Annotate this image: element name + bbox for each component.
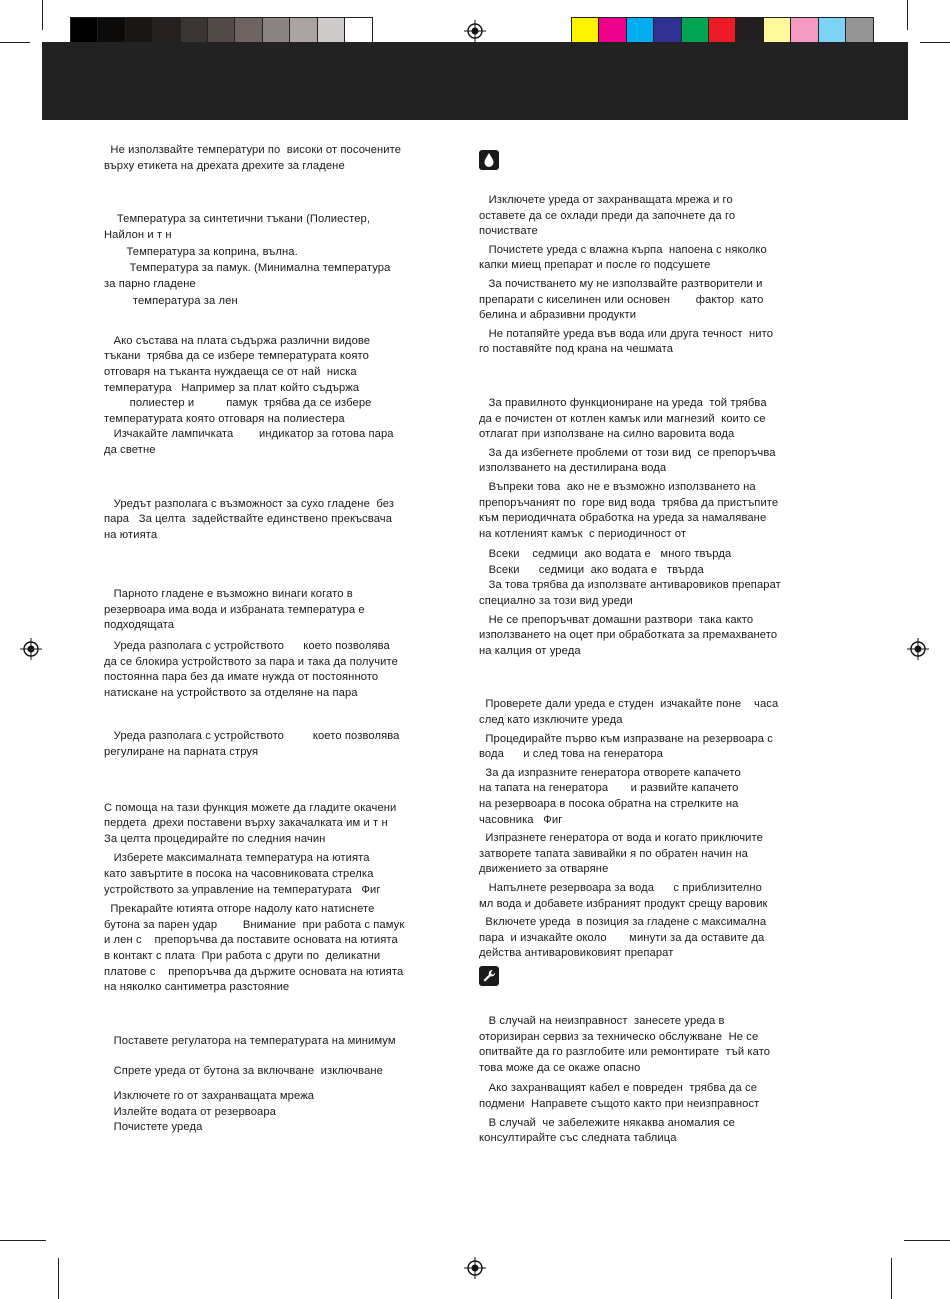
paragraph bbox=[104, 1105, 404, 1121]
text-line: Изключете го от захранващата мрежа bbox=[104, 1089, 315, 1102]
text-line: отговаря на тъканта нуждаеща се от най ниска bbox=[104, 365, 357, 378]
text-line: специално за този вид уреди bbox=[479, 595, 633, 608]
text-line: препарати с киселинен или основен фактор като bbox=[479, 293, 764, 306]
paragraph bbox=[104, 427, 404, 458]
text-line: Напълнете резервоара за вода с приблизително bbox=[479, 881, 762, 894]
text-line: Излейте водата от резервоара bbox=[104, 1105, 276, 1118]
paragraph bbox=[479, 578, 781, 609]
paragraph bbox=[479, 193, 781, 240]
text-line: Не се препоръчват домашни разтвори така както bbox=[479, 613, 754, 626]
text-line: използването на оцет при обработката за премахването bbox=[479, 629, 778, 642]
text-line: го поставяйте под крана на чешмата bbox=[479, 343, 674, 356]
text-line: За да изпразните генератора отворете капачето bbox=[479, 766, 741, 779]
text-line: Температура за коприна, вълна. bbox=[104, 246, 298, 259]
text-line: Температура за памук. (Минимална температура bbox=[104, 261, 391, 274]
paragraph bbox=[479, 732, 781, 763]
text-line: опитвайте да го разглобите или ремонтирате тъй като bbox=[479, 1046, 771, 1059]
text-line: белина и абразивни продукти bbox=[479, 309, 637, 322]
water-drop-icon bbox=[479, 150, 499, 170]
text-line: Парното гладене е възможно винаги когато в bbox=[104, 588, 353, 601]
crop-mark bbox=[891, 1258, 892, 1299]
paragraph bbox=[479, 480, 781, 542]
text-line: часовника Фиг bbox=[479, 813, 563, 826]
text-line: оторизиран сервиз за техническо обслужване Не се bbox=[479, 1030, 759, 1043]
paragraph bbox=[104, 1034, 404, 1050]
paragraph bbox=[104, 851, 404, 898]
text-line: температура за лен bbox=[104, 295, 238, 308]
text-line: Ако захранващият кабел е повреден трябва да се bbox=[479, 1082, 758, 1095]
text-line: бутона за парен удар Внимание при работа с памук bbox=[104, 918, 405, 931]
text-line: За това трябва да използвате антиваровиков препарат bbox=[479, 579, 781, 592]
text-line: пара и изчакайте около минути за да оставите да bbox=[479, 931, 765, 944]
text-line: За правилното функциониране на уреда той трябва bbox=[479, 396, 767, 409]
text-line: да е почистен от котлен камък или магнезий които се bbox=[479, 412, 766, 425]
paragraph bbox=[479, 1081, 781, 1112]
paragraph bbox=[104, 245, 404, 261]
text-line: Почистете уреда с влажна кърпа напоена с няколко bbox=[479, 243, 767, 256]
text-line: след като изключите уреда bbox=[479, 714, 623, 727]
text-line: използването на дестилирана вода bbox=[479, 462, 667, 475]
text-line: В случай на неизправност занесете уреда в bbox=[479, 1014, 725, 1027]
registration-mark-right-icon bbox=[907, 638, 929, 660]
text-line: вода и след това на генератора bbox=[479, 748, 663, 761]
paragraph bbox=[479, 396, 781, 443]
header-band bbox=[42, 42, 908, 120]
text-line: в контакт с плата При работа с други по деликатни bbox=[104, 949, 381, 962]
text-line: Включете уреда в позиция за гладене с максимална bbox=[479, 916, 767, 929]
text-line: Спрете уреда от бутона за включване изключване bbox=[104, 1065, 383, 1078]
crop-mark bbox=[0, 42, 30, 43]
text-line: отлагат при използване на силно варовита вода bbox=[479, 428, 735, 441]
text-line: пердета дрехи поставени върху закачалката им и т н bbox=[104, 817, 388, 830]
text-line: на калция от уреда bbox=[479, 644, 581, 657]
text-line: Изчакайте лампичката индикатор за готова пара bbox=[104, 428, 394, 441]
text-line: подходящата bbox=[104, 619, 175, 632]
text-line: действа антиваровиковият препарат bbox=[479, 947, 674, 960]
text-line: за парно гладене bbox=[104, 277, 196, 290]
text-line: За почистването му не използвайте разтворители и bbox=[479, 277, 763, 290]
crop-mark bbox=[42, 0, 43, 30]
paragraph bbox=[104, 801, 404, 848]
crop-mark bbox=[907, 0, 908, 30]
paragraph bbox=[479, 243, 781, 274]
paragraph bbox=[104, 587, 404, 634]
paragraph bbox=[104, 143, 404, 174]
text-line: Изпразнете генератора от вода и когато приключите bbox=[479, 832, 763, 845]
text-line: Прекарайте ютията отгоре надолу като натиснете bbox=[104, 903, 375, 916]
text-line: Почистете уреда bbox=[104, 1121, 203, 1134]
paragraph bbox=[104, 639, 404, 701]
text-line: на няколко сантиметра разстояние bbox=[104, 981, 290, 994]
paragraph bbox=[479, 881, 781, 912]
text-line: Не потапяйте уреда във вода или друга течност нито bbox=[479, 327, 774, 340]
text-line: Уреда разполага с устройството което позволява bbox=[104, 730, 400, 743]
text-line: Процедирайте първо към изпразване на резервоара с bbox=[479, 732, 773, 745]
text-line: върху етикета на дрехата дрехите за гладене bbox=[104, 159, 345, 172]
text-line: За целта процедирайте по следния начин bbox=[104, 832, 326, 845]
text-line: движението за отваряне bbox=[479, 863, 609, 876]
paragraph bbox=[479, 277, 781, 324]
text-line: и лен с препоръчва да поставите основата на ютията bbox=[104, 934, 398, 947]
crop-mark bbox=[920, 42, 950, 43]
right-column bbox=[479, 193, 781, 1147]
text-line: консултирайте със следната таблица bbox=[479, 1132, 677, 1145]
text-line: платове с препоръчва да държите основата на ютията bbox=[104, 965, 404, 978]
paragraph bbox=[479, 697, 781, 728]
paragraph bbox=[104, 729, 404, 760]
paragraph bbox=[479, 563, 781, 579]
text-line: пара За целта задействайте единствено прекъсвача bbox=[104, 513, 393, 526]
paragraph bbox=[479, 547, 781, 563]
paragraph bbox=[479, 613, 781, 660]
text-line: С помоща на тази функция можете да гладите окачени bbox=[104, 801, 397, 814]
text-line: Найлон и т н bbox=[104, 228, 172, 241]
text-line: като завъртите в посока на часовниковата стрелка bbox=[104, 868, 374, 880]
paragraph bbox=[479, 831, 781, 878]
paragraph bbox=[479, 1014, 781, 1076]
text-line: тъкани трябва да се избере температурата която bbox=[104, 350, 369, 363]
paragraph bbox=[104, 212, 404, 243]
registration-mark-bottom-icon bbox=[464, 1257, 486, 1279]
text-line: натискане на устройството за отделяне на пара bbox=[104, 686, 358, 699]
text-line: Всеки седмици ако водата е много твърда bbox=[479, 548, 732, 561]
text-line: към периодичната обработка на уреда за намаляване bbox=[479, 512, 767, 525]
text-line: Ако състава на плата съдържа различни видове bbox=[104, 334, 371, 347]
text-line: Изключете уреда от захранващата мрежа и го bbox=[479, 194, 733, 206]
text-line: Изберете максималната температура на ютията bbox=[104, 852, 370, 865]
text-line: на котленият камък с периодичност от bbox=[479, 527, 687, 540]
text-line: оставете да се охлади преди да започнете да го bbox=[479, 209, 736, 222]
paragraph bbox=[479, 446, 781, 477]
text-line: резервоара има вода и избраната температура е bbox=[104, 603, 365, 616]
registration-mark-left-icon bbox=[20, 638, 42, 660]
text-line: това може да се окаже опасно bbox=[479, 1061, 641, 1074]
text-line: подмени Направете същото както при неизправност bbox=[479, 1097, 760, 1110]
paragraph bbox=[104, 902, 404, 996]
paragraph bbox=[104, 497, 404, 544]
crop-mark bbox=[58, 1258, 59, 1299]
text-line: мл вода и добавете избраният продукт срещу варовик bbox=[479, 897, 768, 910]
text-line: препоръчаният по горе вид вода трябва да пристъпите bbox=[479, 496, 779, 509]
text-line: Не използвайте температури по високи от посочените bbox=[104, 144, 402, 156]
crop-mark bbox=[904, 1240, 950, 1241]
text-line: температурата която отговаря на полиестера bbox=[104, 412, 345, 425]
paragraph bbox=[479, 327, 781, 358]
paragraph bbox=[104, 1089, 404, 1105]
paragraph bbox=[104, 1064, 404, 1080]
paragraph bbox=[479, 915, 781, 962]
text-line: затворете тапата завивайки я по обратен начин на bbox=[479, 847, 748, 860]
text-line: Уредът разполага с възможност за сухо гладене без bbox=[104, 497, 395, 510]
text-line: на ютията bbox=[104, 528, 158, 541]
text-line: постоянна пара без да имате нужда от постоянното bbox=[104, 671, 379, 684]
text-line: Уреда разполага с устройството което позволява bbox=[104, 640, 390, 653]
text-line: капки миещ препарат и после го подсушете bbox=[479, 259, 711, 272]
paragraph bbox=[104, 1120, 404, 1136]
registration-mark-top-icon bbox=[464, 20, 486, 42]
text-line: За да избегнете проблеми от този вид се препоръчва bbox=[479, 446, 776, 459]
left-column bbox=[104, 143, 404, 1136]
text-line: на резервоара в посока обратна на стрелките на bbox=[479, 798, 739, 810]
paragraph bbox=[479, 766, 781, 828]
text-line: Всеки седмици ако водата е твърда bbox=[479, 563, 704, 576]
text-line: почиствате bbox=[479, 225, 538, 238]
crop-mark bbox=[0, 1240, 46, 1241]
text-line: устройството за управление на температурата Фиг bbox=[104, 883, 381, 896]
text-line: полиестер и памук трябва да се избере bbox=[104, 397, 372, 410]
text-line: регулиране на парната струя bbox=[104, 746, 259, 759]
text-line: да светне bbox=[104, 443, 156, 456]
text-line: Поставете регулатора на температурата на минимум bbox=[104, 1034, 396, 1047]
text-line: температура Например за плат който съдържа bbox=[104, 381, 360, 394]
text-line: на тапата на генератора и развийте капачето bbox=[479, 782, 739, 795]
text-line: Проверете дали уреда е студен изчакайте поне часа bbox=[479, 698, 779, 711]
text-line: Температура за синтетични тъкани (Полиестер, bbox=[104, 213, 371, 226]
text-line: В случай че забележите някаква аномалия се bbox=[479, 1116, 735, 1129]
paragraph bbox=[479, 1116, 781, 1147]
text-line: Въпреки това ако не е възможно използването на bbox=[479, 480, 756, 493]
text-line: да се блокира устройството за пара и така да получите bbox=[104, 655, 398, 668]
paragraph bbox=[104, 261, 404, 292]
paragraph bbox=[104, 334, 404, 428]
paragraph bbox=[104, 294, 404, 310]
